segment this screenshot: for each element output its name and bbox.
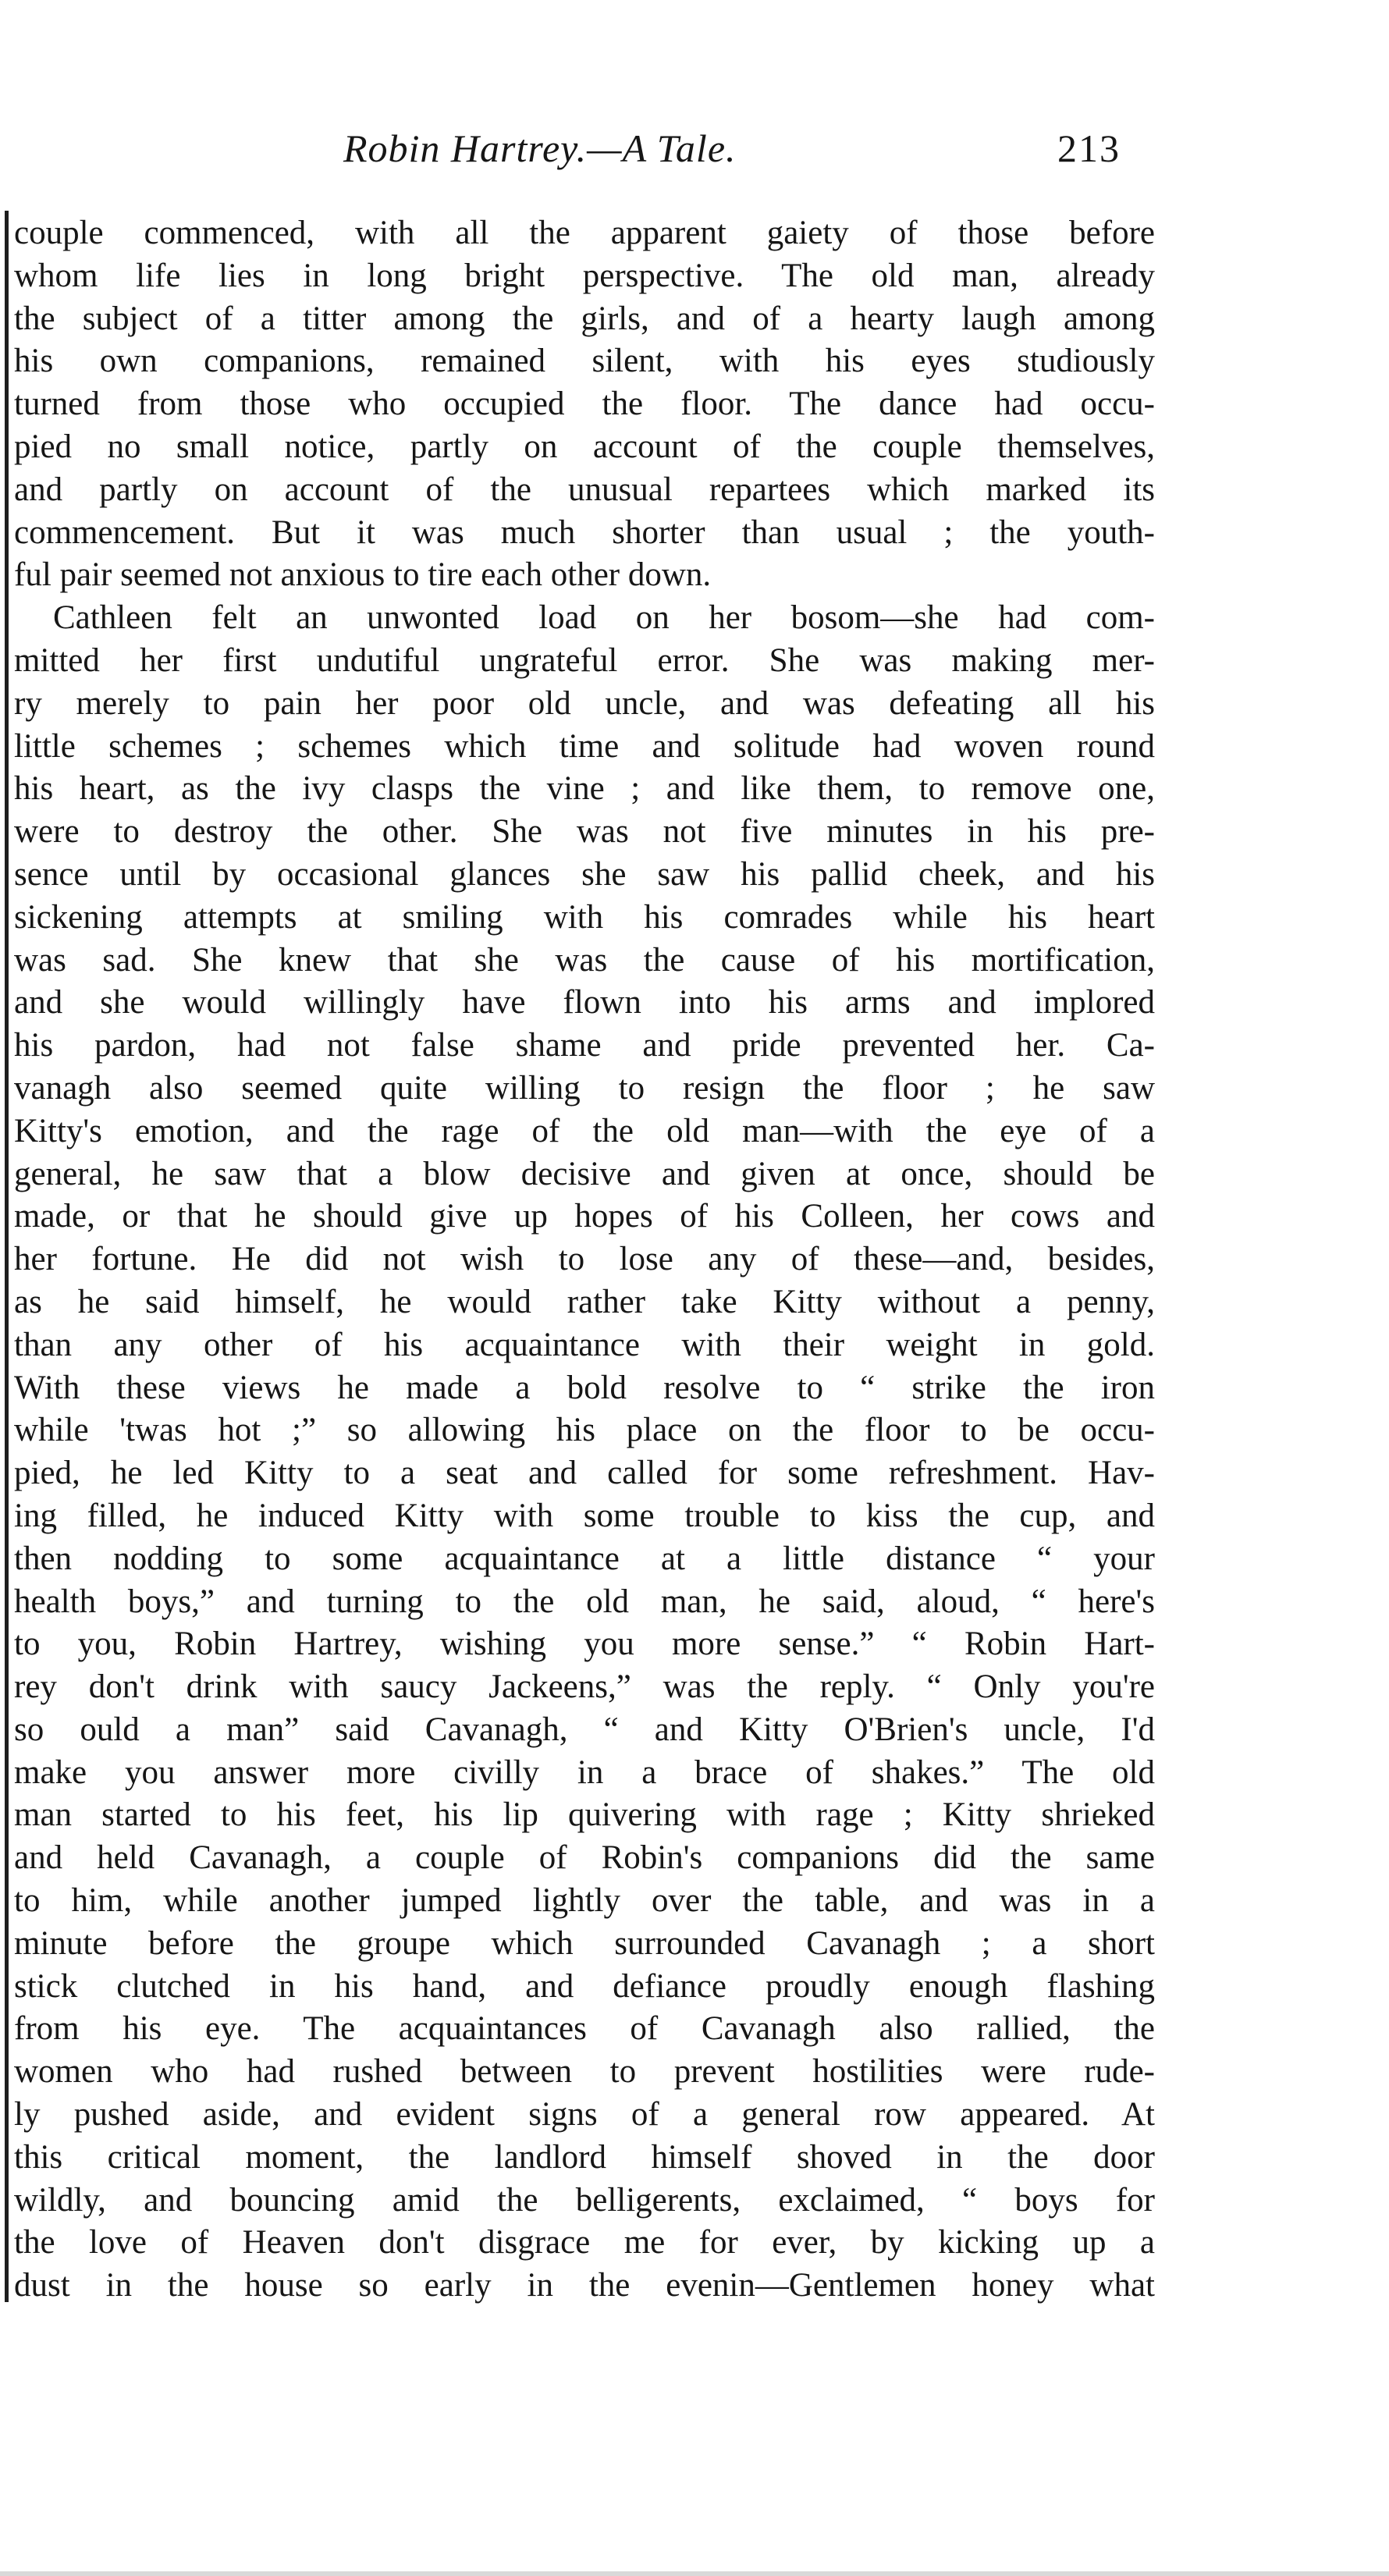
text-line: than any other of his acquaintance with their weight in gold.	[14, 1326, 1155, 1363]
text-line: dust in the house so early in the evenin—Gentlemen honey what	[14, 2267, 1155, 2304]
text-line: whom life lies in long bright perspective. The old man, already	[14, 257, 1155, 294]
text-line: vanagh also seemed quite willing to resign the floor ; he saw	[14, 1069, 1155, 1107]
text-line: so ould a man” said Cavanagh, “ and Kitty O'Brien's uncle, I'd	[14, 1711, 1155, 1748]
page-number: 213	[1057, 126, 1121, 170]
text-line: rey don't drink with saucy Jackeens,” was the reply. “ Only you're	[14, 1668, 1155, 1706]
text-line: made, or that he should give up hopes of his Colleen, her cows and	[14, 1198, 1155, 1235]
text-line: man started to his feet, his lip quivering with rage ; Kitty shrieked	[14, 1796, 1155, 1834]
text-line: health boys,” and turning to the old man, he said, aloud, “ here's	[14, 1583, 1155, 1620]
text-line: the love of Heaven don't disgrace me for ever, by kicking up a	[14, 2224, 1155, 2262]
text-line: from his eye. The acquaintances of Cavanagh also rallied, the	[14, 2010, 1155, 2048]
text-line: ry merely to pain her poor old uncle, and was defeating all his	[14, 684, 1155, 722]
text-line: wildly, and bouncing amid the belligerents, exclaimed, “ boys for	[14, 2181, 1155, 2219]
text-line: the subject of a titter among the girls, and of a hearty laugh among	[14, 300, 1155, 337]
text-line: sence until by occasional glances she saw his pallid cheek, and his	[14, 855, 1155, 893]
text-line: stick clutched in his hand, and defiance proudly enough flashing	[14, 1967, 1155, 2005]
text-line: couple commenced, with all the apparent gaiety of those before	[14, 215, 1155, 251]
body-text	[14, 212, 1155, 2308]
text-line: this critical moment, the landlord himself shoved in the door	[14, 2138, 1155, 2176]
text-line: her fortune. He did not wish to lose any of these—and, besides,	[14, 1241, 1155, 1278]
text-line: his heart, as the ivy clasps the vine ; and like them, to remove one,	[14, 770, 1155, 808]
text-line: were to destroy the other. She was not five minutes in his pre-	[14, 813, 1155, 851]
text-line: general, he saw that a blow decisive and given at once, should be	[14, 1155, 1155, 1192]
text-line: while 'twas hot ;” so allowing his place on the floor to be occu-	[14, 1412, 1155, 1449]
left-margin-rule	[5, 211, 9, 2302]
text-line: minute before the groupe which surrounded Cavanagh ; a short	[14, 1924, 1155, 1962]
text-line: little schemes ; schemes which time and solitude had woven round	[14, 727, 1155, 765]
text-line: to you, Robin Hartrey, wishing you more sense.” “ Robin Hart-	[14, 1626, 1155, 1663]
text-line: and partly on account of the unusual repartees which marked its	[14, 471, 1155, 508]
page-bottom-edge	[0, 2571, 1389, 2576]
text-line: ing filled, he induced Kitty with some trouble to kiss the cup, and	[14, 1497, 1155, 1534]
text-line: commencement. But it was much shorter than usual ; the youth-	[14, 513, 1155, 551]
text-line: and she would willingly have flown into his arms and implored	[14, 984, 1155, 1022]
text-line: make you answer more civilly in a brace of shakes.” The old	[14, 1753, 1155, 1791]
text-line: and held Cavanagh, a couple of Robin's companions did the same	[14, 1839, 1155, 1877]
text-line: ly pushed aside, and evident signs of a general row appeared. At	[14, 2096, 1155, 2134]
text-line: then nodding to some acquaintance at a little distance “ your	[14, 1540, 1155, 1577]
text-line: sickening attempts at smiling with his comrades while his heart	[14, 898, 1155, 936]
text-line: as he said himself, he would rather take Kitty without a penny,	[14, 1283, 1155, 1320]
running-head	[0, 125, 1389, 179]
running-title: Robin Hartrey.—A Tale.	[343, 126, 737, 170]
text-line: was sad. She knew that she was the cause of his mortification,	[14, 941, 1155, 979]
text-line: ful pair seemed not anxious to tire each other down.	[14, 556, 712, 594]
text-line: pied no small notice, partly on account of the couple themselves,	[14, 428, 1155, 465]
text-line: turned from those who occupied the floor. The dance had occu-	[14, 386, 1155, 423]
text-line: to him, while another jumped lightly over the table, and was in a	[14, 1882, 1155, 1920]
text-line: his own companions, remained silent, with his eyes studiously	[14, 343, 1155, 380]
text-line: his pardon, had not false shame and pride prevented her. Ca-	[14, 1027, 1155, 1064]
text-line: With these views he made a bold resolve to “ strike the iron	[14, 1369, 1155, 1406]
text-line: pied, he led Kitty to a seat and called for some refreshment. Hav-	[14, 1455, 1155, 1492]
text-line: Cathleen felt an unwonted load on her bosom—she had com-	[53, 599, 1155, 637]
text-line: Kitty's emotion, and the rage of the old man—with the eye of a	[14, 1112, 1155, 1149]
text-line: women who had rushed between to prevent hostilities were rude-	[14, 2053, 1155, 2091]
text-line: mitted her first undutiful ungrateful error. She was making mer-	[14, 641, 1155, 679]
